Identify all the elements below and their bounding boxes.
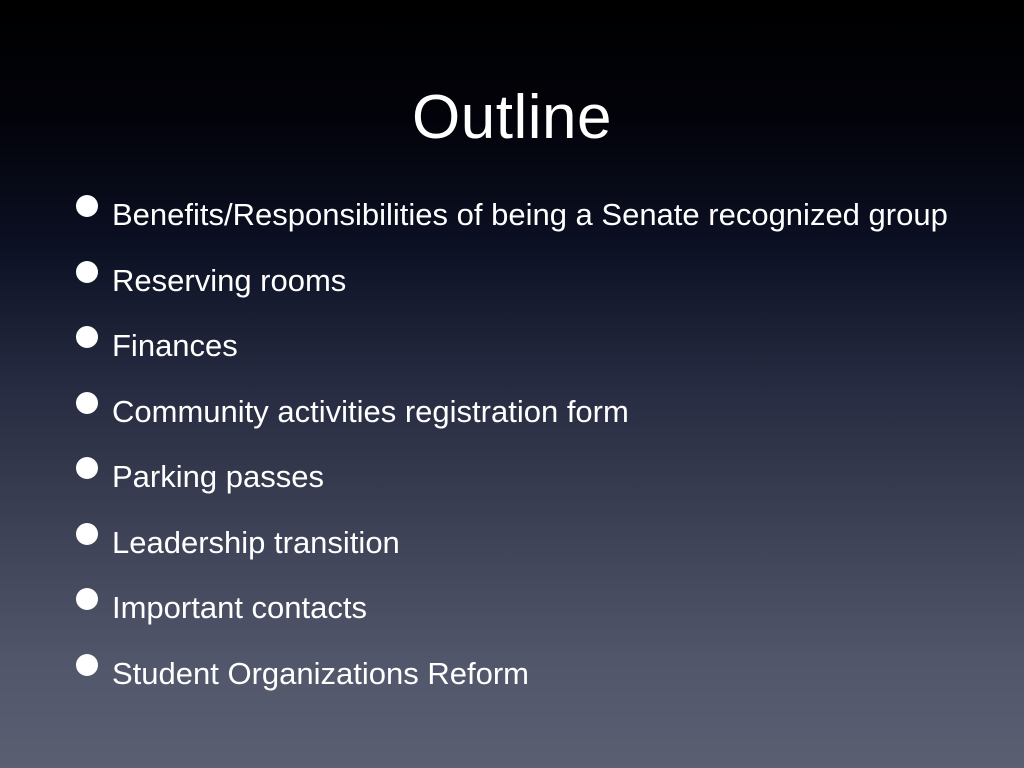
- bullet-dot-icon: [76, 523, 98, 545]
- list-item: [76, 520, 956, 565]
- list-item: [76, 585, 956, 630]
- bullet-dot-icon: [76, 457, 98, 479]
- list-item: [76, 323, 956, 368]
- bullet-list: [76, 192, 956, 696]
- list-item: [76, 258, 956, 303]
- bullet-text: Leadership transition: [112, 524, 400, 560]
- bullet-text: Important contacts: [112, 590, 368, 625]
- slide-title: Outline: [412, 83, 612, 152]
- list-item: [76, 389, 956, 434]
- bullet-dot-icon: [76, 261, 98, 283]
- bullet-text: Benefits/Responsibilities of being a Senate recognized group: [112, 197, 948, 232]
- bullet-text: Student Organizations Reform: [112, 655, 529, 691]
- bullet-dot-icon: [76, 588, 98, 610]
- list-item: [76, 192, 956, 237]
- bullet-dot-icon: [76, 326, 98, 348]
- bullet-text: Community activities registration form: [112, 393, 629, 429]
- list-item: [76, 454, 956, 499]
- bullet-dot-icon: [76, 654, 98, 676]
- bullet-text: Finances: [112, 328, 238, 363]
- bullet-text: Parking passes: [112, 459, 324, 494]
- list-item: [76, 651, 956, 696]
- bullet-text: Reserving rooms: [112, 262, 347, 298]
- bullet-dot-icon: [76, 195, 98, 217]
- bullet-dot-icon: [76, 392, 98, 414]
